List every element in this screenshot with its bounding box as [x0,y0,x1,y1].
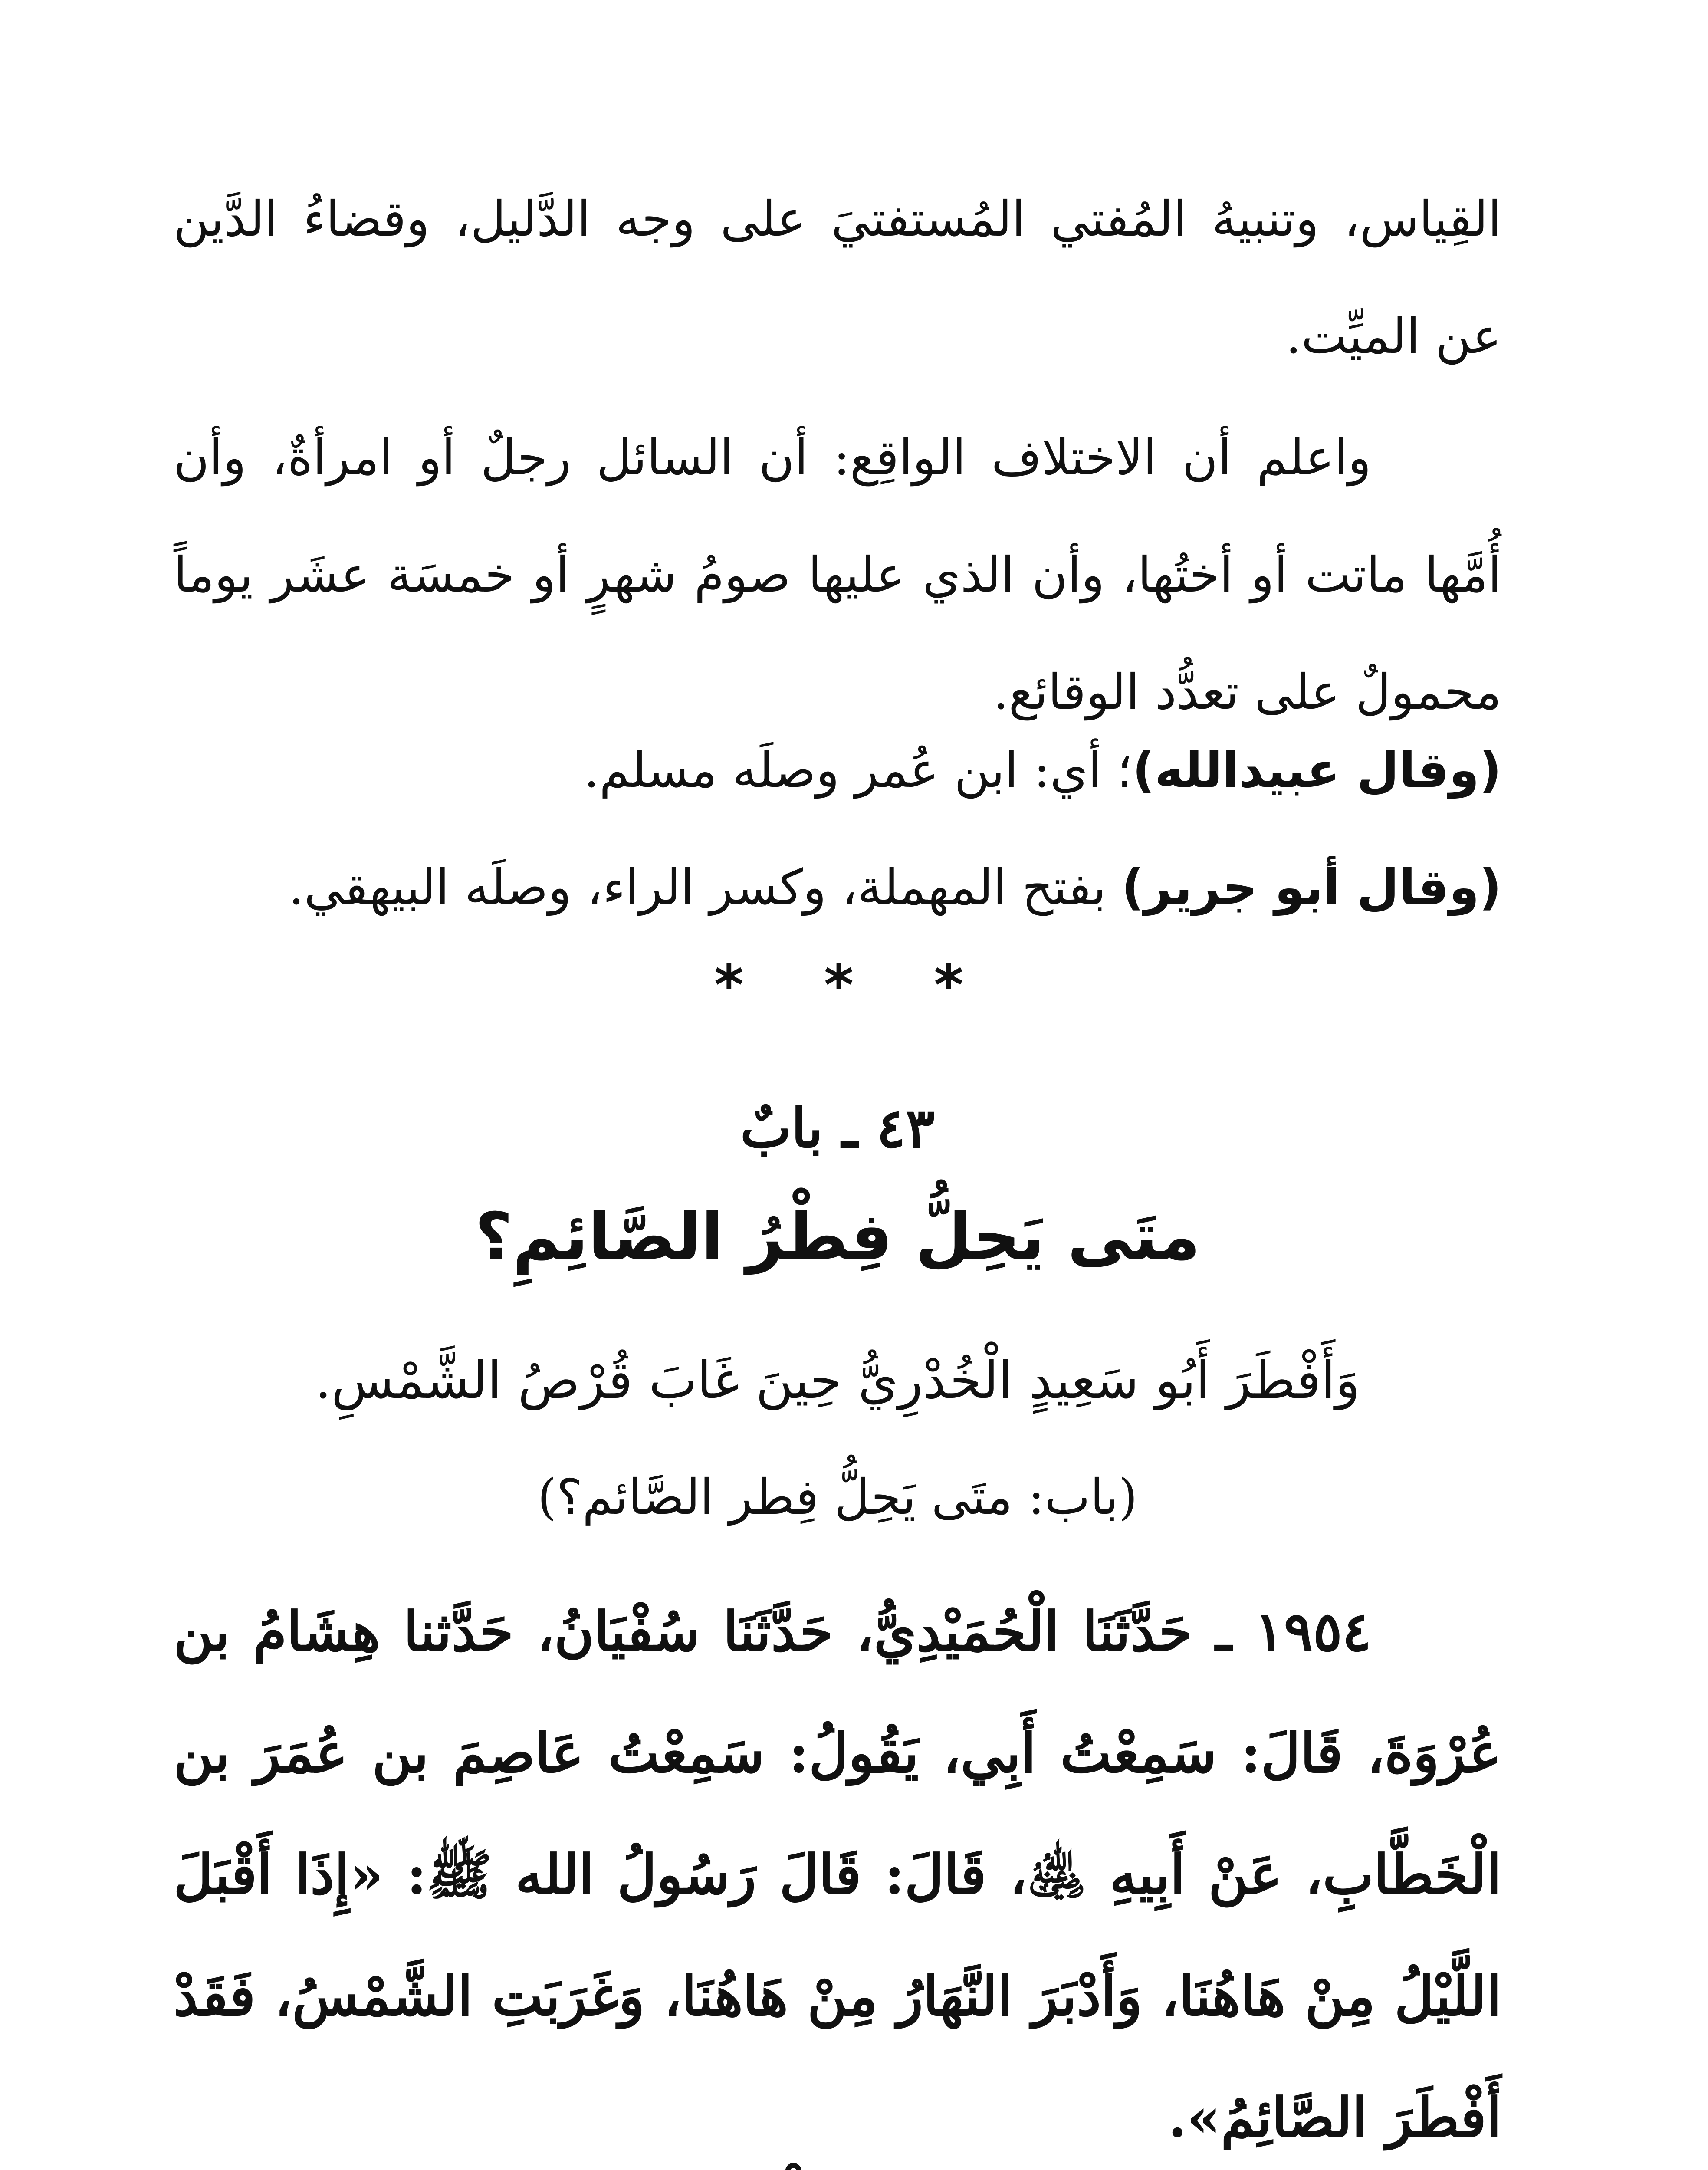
chapter-athar: وَأَفْطَرَ أَبُو سَعِيدٍ الْخُدْرِيُّ حِينَ غَابَ قُرْصُ الشَّمْسِ. [315,1350,1360,1410]
chapter-heading-repeat: (باب: متَى يَحِلُّ فِطر الصَّائم؟) [537,1469,1138,1526]
commentary-note [174,829,1632,946]
paragraph-text: واعلم أن الاختلاف الواقِع: أن السائل رجلٌ أو امرأةٌ، وأن أُمَّها ماتت أو أختُها، وأن الذي عليها صومُ شهرٍ أو خمسَة عشَر يوماً محمولٌ على تعدُّد الوقائع. [174,430,1501,720]
section-separator: * * * [714,952,994,1018]
note-text: ؛ أي: ابن عُمر وصلَه مسلم. [584,742,1133,799]
hadith-1954 [174,1571,1501,2170]
commentary-note [174,712,1632,829]
hadith-text [174,2144,1501,2170]
paragraph-text: القِياس، وتنبيهُ المُفتي المُستفتيَ على وجه الدَّليل، وقضاءُ الدَّين عن الميِّت. [174,191,1501,365]
hadith-text: ١٩٥٤ ـ حَدَّثَنَا الْحُمَيْدِيُّ، حَدَّثَنَا سُفْيَانُ، حَدَّثنا هِشَامُ بن عُرْوَةَ، قَالَ: سَمِعْتُ أَبِي، يَقُولُ: سَمِعْتُ عَاصِمَ بن عُمَرَ بن الْخَطَّابِ، عَنْ أَبِيهِ ﵁، قَالَ: قَالَ رَسُولُ الله ﷺ: «إِذَا أَقْبَلَ اللَّيْلُ مِنْ هَاهُنَا، وَأَدْبَرَ النَّهَارُ مِنْ هَاهُنَا، وَغَرَبَتِ الشَّمْسُ، فَقَدْ أَفْطَرَ الصَّائِمُ». [174,1600,1501,2150]
chapter-title: متَى يَحِلُّ فِطْرُ الصَّائِمِ؟ [475,1199,1200,1275]
note-text: بفتح المهملة، وكسر الراء، وصلَه البيهقي. [289,859,1122,916]
paragraph-commentary [174,399,1501,751]
paragraph-continuation [174,161,1501,395]
note-label: (وقال أبو جرير) [1121,859,1501,916]
note-label: (وقال عبيدالله) [1132,742,1501,799]
chapter-number: ٤٣ ـ بابٌ [740,1097,935,1160]
hadith-1955 [174,2144,1501,2170]
